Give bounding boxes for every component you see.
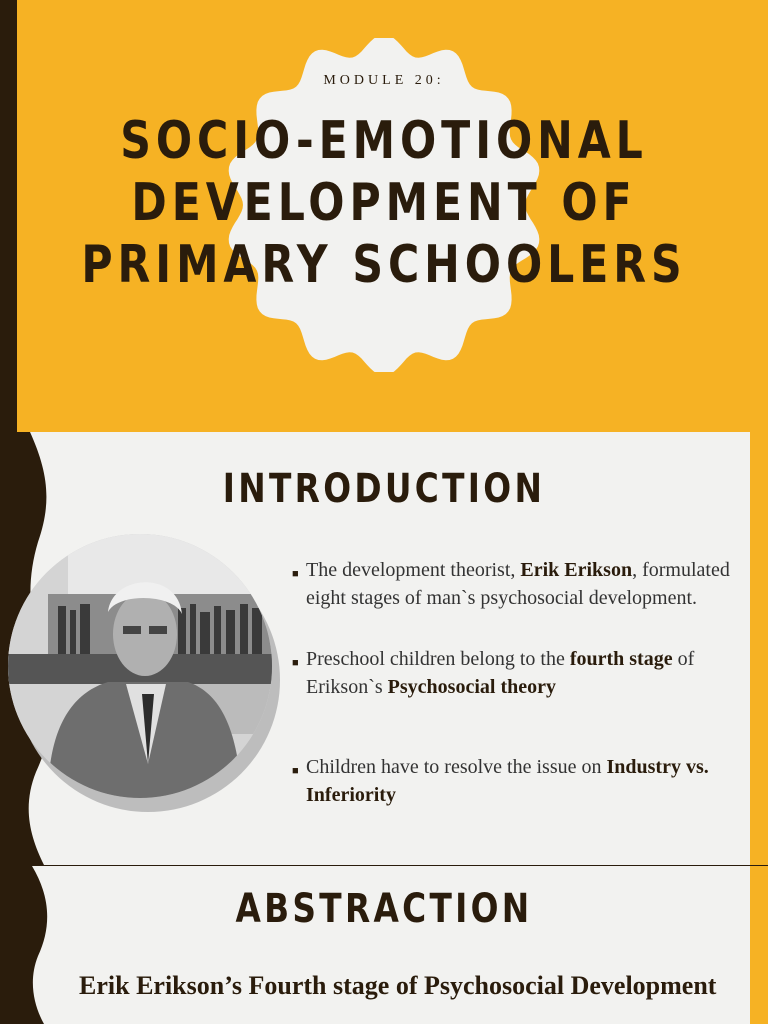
section-subheading: Erik Erikson’s Fourth stage of Psychosocial Development [79, 971, 717, 1000]
bullet-marker: ■ [292, 568, 299, 580]
bullet-item-3: ■ Children have to resolve the issue on Industry vs. Inferiority [292, 756, 709, 806]
wavy-left-edge [0, 866, 60, 1024]
section-heading: ABSTRACTION [235, 886, 533, 932]
abstraction-slide [0, 866, 768, 1024]
bullet-item-1: ■ The development theorist, Erik Erikson, formulated eight stages of man`s psychosocial development. [292, 559, 730, 609]
section-heading: INTRODUCTION [222, 466, 546, 512]
bullet-marker: ■ [292, 657, 299, 669]
slide-title [69, 110, 699, 296]
bullet-list [292, 556, 732, 842]
title-slide [0, 0, 768, 432]
left-accent-bar [0, 0, 17, 432]
title-line-2: DEVELOPMENT OF [131, 173, 637, 233]
erikson-portrait-image [8, 534, 272, 798]
bullet-item-2: ■ Preschool children belong to the fourth stage of Erikson`s Psychosocial theory [292, 648, 695, 698]
title-line-3: PRIMARY SCHOOLERS [81, 235, 687, 295]
module-label: MODULE 20: [323, 73, 445, 88]
bullet-marker: ■ [292, 765, 299, 777]
title-line-1: SOCIO-EMOTIONAL [120, 111, 648, 171]
introduction-slide [0, 432, 768, 865]
